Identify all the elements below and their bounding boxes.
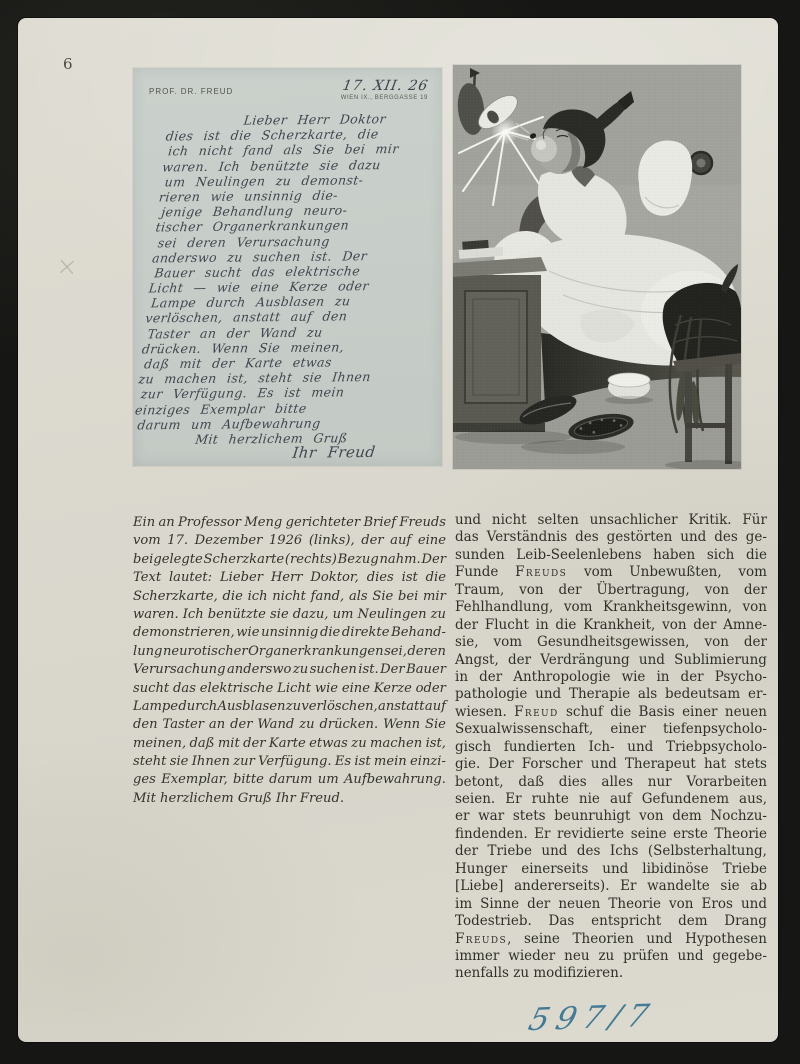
text-line: sunden Leib-Seelenlebens haben sich die bbox=[455, 546, 767, 563]
text-line: waren. Ich benützte sie dazu, um Neulingen zu bbox=[133, 606, 446, 622]
text-line: den Taster an der Wand zu drücken. Wenn Sie bbox=[133, 717, 446, 733]
text-line: pathologie und Therapie als bedeutsam er- bbox=[455, 686, 767, 703]
text-line: sei deren Verursachung bbox=[157, 233, 331, 250]
text-line: Lampe durch Ausblasen zu bbox=[150, 293, 352, 311]
text-line: Todestrieb. Das entspricht dem Drang bbox=[455, 913, 767, 930]
text-line: wiesen. Freud schuf die Basis einer neuen bbox=[455, 703, 767, 720]
text-line: betont, daß dies alles nur Vorarbeiten bbox=[455, 773, 767, 790]
text-line: drücken. Wenn Sie meinen, bbox=[141, 339, 346, 357]
text-line: demonstrieren, wie unsinnig die direkte Behand- bbox=[133, 625, 446, 641]
letterhead-right bbox=[341, 78, 428, 101]
text-line: gie. Der Forscher und Therapeut hat stets bbox=[455, 756, 767, 773]
text-line: Taster an der Wand zu bbox=[146, 324, 324, 342]
text-line: ich nicht fand als Sie bei mir bbox=[167, 141, 400, 159]
text-line: ges Exemplar, bitte darum um Aufbewahrung. bbox=[133, 772, 446, 788]
page-number: 6 bbox=[63, 55, 73, 73]
text-line: anderswo zu suchen ist. Der bbox=[151, 247, 368, 266]
text-line: Lieber Herr Doktor bbox=[242, 111, 387, 128]
margin-pencil-mark: × bbox=[54, 251, 79, 283]
text-line: der Triebe und des Ichs (Selbsterhaltung, bbox=[455, 843, 767, 860]
text-line: seien. Er ruhte nie auf Gefundenem aus, bbox=[455, 791, 767, 807]
text-line: und nicht selten unsachlicher Kritik. Für bbox=[455, 512, 767, 528]
text-line: verlöschen, anstatt auf den bbox=[144, 308, 349, 326]
man-blowing-out-electric-light-drawing bbox=[453, 65, 741, 469]
postcard-illustration bbox=[453, 65, 741, 469]
text-line: Ein an Professor Meng gerichteter Brief Freuds bbox=[133, 515, 446, 530]
text-line: rieren wie unsinnig die- bbox=[158, 187, 339, 205]
text-line: lung neurotischer Organerkrankungen sei, deren bbox=[133, 643, 446, 659]
body-text-column bbox=[455, 512, 767, 983]
text-line: waren. Ich benützte sie dazu bbox=[161, 156, 382, 175]
text-line: zur Verfügung. Es ist mein bbox=[140, 384, 346, 402]
caption-column bbox=[133, 514, 446, 808]
letter-handwriting bbox=[133, 111, 442, 463]
text-line: sie, vom Gesundheitsgewissen, von der bbox=[455, 634, 767, 651]
text-line: Lampe durch Ausblasen zu verlöschen, anstatt auf bbox=[133, 698, 446, 714]
text-line: Hunger einerseits und libidinöse Triebe bbox=[455, 860, 767, 877]
text-line: der Flucht in die Krankheit, von der Amne- bbox=[455, 616, 767, 633]
text-line: Licht — wie eine Kerze oder bbox=[147, 278, 370, 296]
text-line: vom 17. Dezember 1926 (links), der auf eine bbox=[133, 533, 446, 549]
text-line: tischer Organerkrankungen bbox=[154, 217, 350, 235]
text-line: Sexualwissenschaft, einer tiefenpsycholo- bbox=[455, 721, 767, 738]
text-line: meinen, daß mit der Karte etwas zu machen ist, bbox=[133, 735, 446, 751]
letterhead bbox=[149, 78, 428, 112]
freud-letter-photo bbox=[133, 68, 442, 466]
letterhead-name: PROF. DR. FREUD bbox=[149, 87, 234, 96]
text-line: steht sie Ihnen zur Verfügung. Es ist mein einzi- bbox=[133, 754, 446, 770]
text-line: Bauer sucht das elektrische bbox=[153, 263, 362, 281]
text-line: Ihr Freud bbox=[291, 443, 377, 462]
text-line: Funde Freuds vom Unbewußten, vom bbox=[455, 564, 767, 581]
text-line: er war stets beunruhigt von dem Nochzu- bbox=[455, 808, 767, 825]
text-line: Mit herzlichem Gruß Ihr Freud. bbox=[133, 790, 344, 806]
letterhead-address: WIEN IX., BERGGASSE 19 bbox=[340, 95, 428, 101]
text-line: sucht das elektrische Licht wie eine Kerze oder bbox=[133, 680, 446, 696]
text-line: darum um Aufbewahrung bbox=[136, 415, 322, 433]
text-line: Verursachung anderswo zu suchen ist. Der Bauer bbox=[133, 662, 446, 678]
text-line: in der Anthropologie wie in der Psycho- bbox=[455, 668, 767, 685]
text-line: Freuds, seine Theorien und Hypothesen bbox=[455, 930, 767, 947]
text-line: um Neulingen zu demonst- bbox=[163, 172, 365, 190]
text-line: einziges Exemplar bitte bbox=[134, 400, 308, 418]
text-line: zu machen ist, steht sie Ihnen bbox=[137, 369, 372, 387]
text-line: Mit herzlichem Gruß bbox=[194, 430, 349, 447]
text-line: findenden. Er revidierte seine erste Theorie bbox=[455, 825, 767, 842]
text-line: jenige Behandlung neuro- bbox=[160, 202, 349, 220]
text-line: nenfalls zu modifizieren. bbox=[455, 965, 624, 982]
text-line: beigelegte Scherzkarte (rechts) Bezug nahm. Der bbox=[133, 551, 446, 567]
letter-date: 17. XII. 26 bbox=[341, 78, 430, 94]
text-line: immer wieder neu zu prüfen und gegebe- bbox=[455, 947, 767, 964]
archival-number: 597/7 bbox=[524, 997, 660, 1039]
text-line: gisch fundierten Ich- und Triebpsycholo- bbox=[455, 738, 767, 755]
book-page bbox=[18, 18, 778, 1042]
text-line: [Liebe] andererseits). Er wandelte sie ab bbox=[455, 878, 767, 895]
text-line: im Sinne der neuen Theorie von Eros und bbox=[455, 895, 767, 912]
text-line: das Verständnis des gestörten und des ge- bbox=[455, 529, 767, 546]
text-line: Angst, der Verdrängung und Sublimierung bbox=[455, 651, 767, 668]
text-line: Traum, von der Übertragung, von der bbox=[455, 581, 767, 598]
text-line: Fehlhandlung, vom Krankheitsgewinn, von bbox=[455, 599, 767, 616]
text-line: dies ist die Scherzkarte, die bbox=[165, 126, 380, 144]
text-line: Scherzkarte, die ich nicht fand, als Sie bei mir bbox=[133, 588, 446, 604]
text-line: Text lautet: Lieber Herr Doktor, dies ist die bbox=[133, 570, 446, 586]
text-line: daß mit der Karte etwas bbox=[143, 354, 333, 372]
